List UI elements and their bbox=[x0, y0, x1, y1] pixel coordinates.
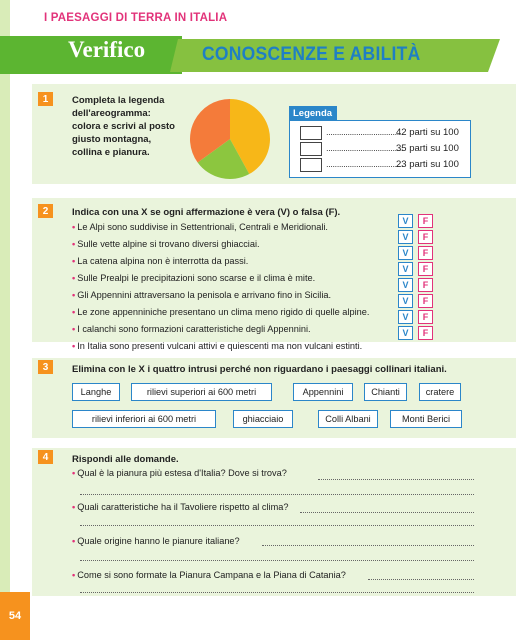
exercise-3-instruction: Elimina con le X i quattro intrusi perché non riguardano i paesaggi collinari italiani. bbox=[72, 364, 447, 375]
page-number: 54 bbox=[0, 592, 30, 640]
page-subtitle: CONOSCENZE E ABILITÀ bbox=[202, 44, 421, 65]
legend-label: 42 parti su 100 bbox=[396, 127, 459, 138]
word-card[interactable]: ghiacciaio bbox=[233, 410, 293, 428]
legend-swatch[interactable] bbox=[300, 126, 322, 140]
instruction-line: dell'areogramma: bbox=[72, 108, 151, 119]
answer-line[interactable] bbox=[80, 560, 474, 561]
margin-strip bbox=[0, 0, 10, 640]
answer-line[interactable] bbox=[318, 479, 474, 480]
statement: • Le zone appenniniche presentano un clima meno rigido di quelle alpine. bbox=[72, 307, 370, 317]
false-checkbox[interactable]: F bbox=[418, 326, 433, 340]
instruction-line: collina e pianura. bbox=[72, 147, 150, 158]
false-checkbox[interactable]: F bbox=[418, 310, 433, 324]
false-checkbox[interactable]: F bbox=[418, 262, 433, 276]
statement: • La catena alpina non è interrotta da passi. bbox=[72, 256, 249, 266]
section-kicker: I PAESAGGI DI TERRA IN ITALIA bbox=[44, 12, 228, 24]
word-card[interactable]: Appennini bbox=[293, 383, 353, 401]
instruction-line: colora e scrivi al posto bbox=[72, 121, 175, 132]
false-checkbox[interactable]: F bbox=[418, 246, 433, 260]
exercise-2-instruction: Indica con una X se ogni affermazione è vera (V) o falsa (F). bbox=[72, 207, 341, 218]
word-card[interactable]: Langhe bbox=[72, 383, 120, 401]
answer-line[interactable] bbox=[80, 494, 474, 495]
question: • Quali caratteristiche ha il Tavoliere rispetto al clima? bbox=[72, 502, 289, 512]
statement: • Gli Appennini attraversano la penisola e arrivano fino in Sicilia. bbox=[72, 290, 332, 300]
question: • Qual è la pianura più estesa d'Italia? Dove si trova? bbox=[72, 468, 287, 478]
legend-title: Legenda bbox=[289, 106, 337, 120]
word-card[interactable]: cratere bbox=[419, 383, 461, 401]
true-checkbox[interactable]: V bbox=[398, 214, 413, 228]
word-card[interactable]: Chianti bbox=[364, 383, 407, 401]
legend-swatch[interactable] bbox=[300, 158, 322, 172]
statement: • In Italia sono presenti vulcani attivi e quiescenti ma non vulcani estinti. bbox=[72, 341, 363, 351]
false-checkbox[interactable]: F bbox=[418, 230, 433, 244]
answer-line[interactable] bbox=[368, 579, 474, 580]
true-checkbox[interactable]: V bbox=[398, 246, 413, 260]
answer-line[interactable] bbox=[80, 525, 474, 526]
exercise-4-number: 4 bbox=[38, 450, 53, 464]
question: • Quale origine hanno le pianure italiane? bbox=[72, 536, 240, 546]
answer-line[interactable] bbox=[262, 545, 474, 546]
true-checkbox[interactable]: V bbox=[398, 230, 413, 244]
banner-title: Verifico bbox=[68, 37, 146, 62]
false-checkbox[interactable]: F bbox=[418, 278, 433, 292]
exercise-1-instruction bbox=[72, 94, 175, 159]
statement: • Sulle vette alpine si trovano diversi ghiacciai. bbox=[72, 239, 260, 249]
exercise-1-number: 1 bbox=[38, 92, 53, 106]
exercise-4-instruction: Rispondi alle domande. bbox=[72, 454, 179, 465]
question: • Come si sono formate la Pianura Campana e la Piana di Catania? bbox=[72, 570, 346, 580]
true-checkbox[interactable]: V bbox=[398, 278, 413, 292]
false-checkbox[interactable]: F bbox=[418, 294, 433, 308]
legend-blank[interactable]: .................................... bbox=[326, 159, 404, 170]
true-checkbox[interactable]: V bbox=[398, 326, 413, 340]
exercise-2-box bbox=[32, 198, 516, 342]
statement: • Le Alpi sono suddivise in Settentrionali, Centrali e Meridionali. bbox=[72, 222, 328, 232]
true-checkbox[interactable]: V bbox=[398, 294, 413, 308]
word-card[interactable]: rilievi inferiori ai 600 metri bbox=[72, 410, 216, 428]
answer-line[interactable] bbox=[300, 512, 474, 513]
legend-label: 23 parti su 100 bbox=[396, 159, 459, 170]
legend-blank[interactable]: .................................... bbox=[326, 127, 404, 138]
instruction-line: giusto montagna, bbox=[72, 134, 152, 145]
word-card[interactable]: Colli Albani bbox=[318, 410, 378, 428]
instruction-line: Completa la legenda bbox=[72, 95, 165, 106]
legend-blank[interactable]: .................................... bbox=[326, 143, 404, 154]
word-card[interactable]: rilievi superiori ai 600 metri bbox=[131, 383, 272, 401]
exercise-2-number: 2 bbox=[38, 204, 53, 218]
exercise-3-number: 3 bbox=[38, 360, 53, 374]
pie-chart bbox=[188, 97, 272, 181]
statement: • I calanchi sono formazioni caratteristiche degli Appennini. bbox=[72, 324, 311, 334]
answer-line[interactable] bbox=[80, 592, 474, 593]
true-checkbox[interactable]: V bbox=[398, 262, 413, 276]
true-checkbox[interactable]: V bbox=[398, 310, 413, 324]
word-card[interactable]: Monti Berici bbox=[390, 410, 462, 428]
legend-label: 35 parti su 100 bbox=[396, 143, 459, 154]
false-checkbox[interactable]: F bbox=[418, 214, 433, 228]
legend-swatch[interactable] bbox=[300, 142, 322, 156]
statement: • Sulle Prealpi le precipitazioni sono scarse e il clima è mite. bbox=[72, 273, 316, 283]
